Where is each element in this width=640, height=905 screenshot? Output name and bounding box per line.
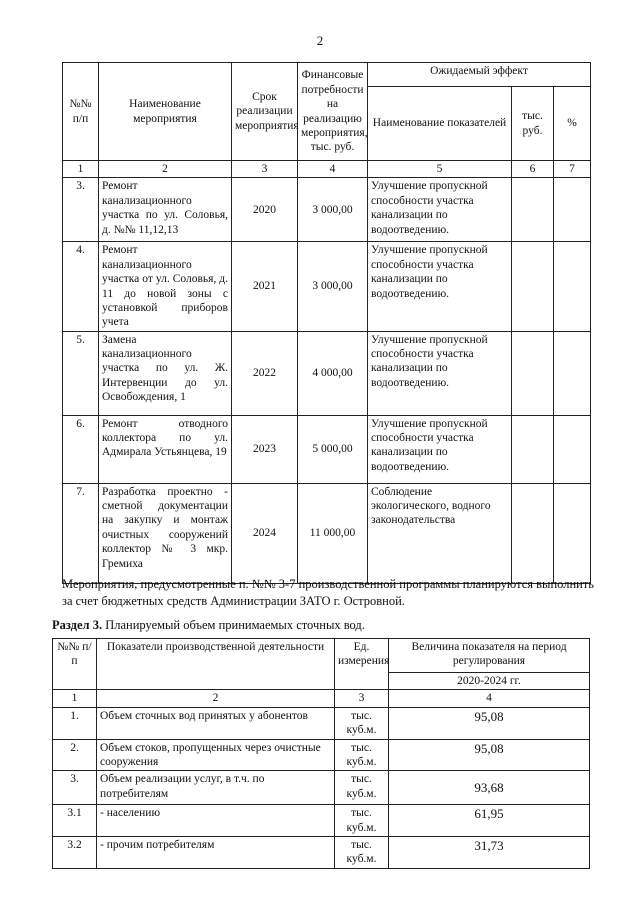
row-amount: 3 000,00 [298,242,368,331]
row-effect: Улучшение пропускной способности участка канализации по водоотведению. [368,331,512,415]
row-num: 3. [53,771,97,805]
table-row [53,739,590,771]
page-number: 2 [316,33,324,48]
header-unit: Ед. измерения [335,639,389,690]
table-row [63,331,591,415]
row-name: Замена канализационного участка по ул. Ж. Интервенции до ул. Освобождения, 1 [99,331,232,415]
col-number: 1 [63,161,99,178]
header-indicators: Показатели производственной деятельности [97,639,335,690]
row-unit: тыс. куб.м. [335,837,389,869]
section-label: Раздел 3. [52,618,103,632]
col-number: 7 [554,161,591,178]
table-row [63,483,591,583]
row-effect: Улучшение пропускной способности участка канализации по водоотведению. [368,242,512,331]
row-amount: 11 000,00 [298,483,368,583]
row-num: 6. [63,415,99,483]
col-number: 5 [368,161,512,178]
row-year: 2024 [232,483,298,583]
col-number: 2 [97,690,335,707]
row-year: 2023 [232,415,298,483]
table-row [63,178,591,242]
row-amount: 4 000,00 [298,331,368,415]
header-effect: Ожидаемый эффект [368,63,591,87]
col-number: 3 [232,161,298,178]
row-year: 2022 [232,331,298,415]
row-value: 95,08 [389,739,590,771]
row-name: - прочим потребителям [97,837,335,869]
col-number: 1 [53,690,97,707]
row-value: 31,73 [389,837,590,869]
row-amount: 3 000,00 [298,178,368,242]
col-number: 3 [335,690,389,707]
row-year: 2021 [232,242,298,331]
row-value: 93,68 [389,771,590,805]
row-amount: 5 000,00 [298,415,368,483]
table-row [53,837,590,869]
header-value: Величина показателя на период регулирования [389,639,590,673]
column-number-row [53,690,590,707]
header-num: №№ п/п [53,639,97,690]
row-num: 3.1 [53,805,97,837]
row-num: 4. [63,242,99,331]
row-effect: Улучшение пропускной способности участка канализации по водоотведению. [368,415,512,483]
table-row [53,707,590,739]
header-term: Срок реализации мероприятия [232,63,298,161]
row-value: 95,08 [389,707,590,739]
row-num: 1. [53,707,97,739]
header-period: 2020-2024 гг. [389,673,590,690]
row-unit: тыс. куб.м. [335,771,389,805]
row-num: 3. [63,178,99,242]
row-effect: Соблюдение экологического, водного законодательства [368,483,512,583]
header-num: №№ п/п [63,63,99,161]
row-name: - населению [97,805,335,837]
column-number-row [63,161,591,178]
wastewater-volume-table [52,638,590,869]
row-name: Ремонт канализационного участка по ул. Соловья, д. №№ 11,12,13 [99,178,232,242]
row-name: Ремонт отводного коллектора по ул. Адмирала Устьянцева, 19 [99,415,232,483]
header-finance: Финансовые потребности на реализацию мероприятия, тыс. руб. [298,63,368,161]
funding-note: Мероприятия, предусмотренные п. №№ 3-7 производственной программы планируются выполнить за счет бюджетных средств Администрации ЗАТО г. Островной. [62,577,595,608]
header-name: Наименование мероприятия [99,63,232,161]
row-name: Объем стоков, пропущенных через очистные сооружения [97,739,335,771]
col-number: 4 [389,690,590,707]
row-year: 2020 [232,178,298,242]
row-num: 5. [63,331,99,415]
col-number: 4 [298,161,368,178]
row-unit: тыс. куб.м. [335,739,389,771]
header-thousand: тыс. руб. [512,87,554,161]
row-name: Объем сточных вод принятых у абонентов [97,707,335,739]
row-num: 7. [63,483,99,583]
header-indicator: Наименование показателей [368,87,512,161]
row-num: 2. [53,739,97,771]
row-unit: тыс. куб.м. [335,805,389,837]
row-name: Разработка проектно - сметной документации на закупку и монтаж очистных сооружений коллектор № 3 мкр. Гремиха [99,483,232,583]
row-effect: Улучшение пропускной способности участка канализации по водоотведению. [368,178,512,242]
col-number: 2 [99,161,232,178]
row-name: Ремонт канализационного участка от ул. Соловья, д. 11 до новой зоны с установкой приборов учета [99,242,232,331]
row-num: 3.2 [53,837,97,869]
row-name: Объем реализации услуг, в т.ч. по потребителям [97,771,335,805]
program-measures-table [62,62,591,584]
section-title: Планируемый объем принимаемых сточных вод. [105,618,365,632]
row-unit: тыс. куб.м. [335,707,389,739]
row-value: 61,95 [389,805,590,837]
table-row [53,805,590,837]
table-row [63,242,591,331]
header-percent: % [554,87,591,161]
table-row [53,771,590,805]
section-3-heading [52,618,365,633]
table-row [63,415,591,483]
col-number: 6 [512,161,554,178]
